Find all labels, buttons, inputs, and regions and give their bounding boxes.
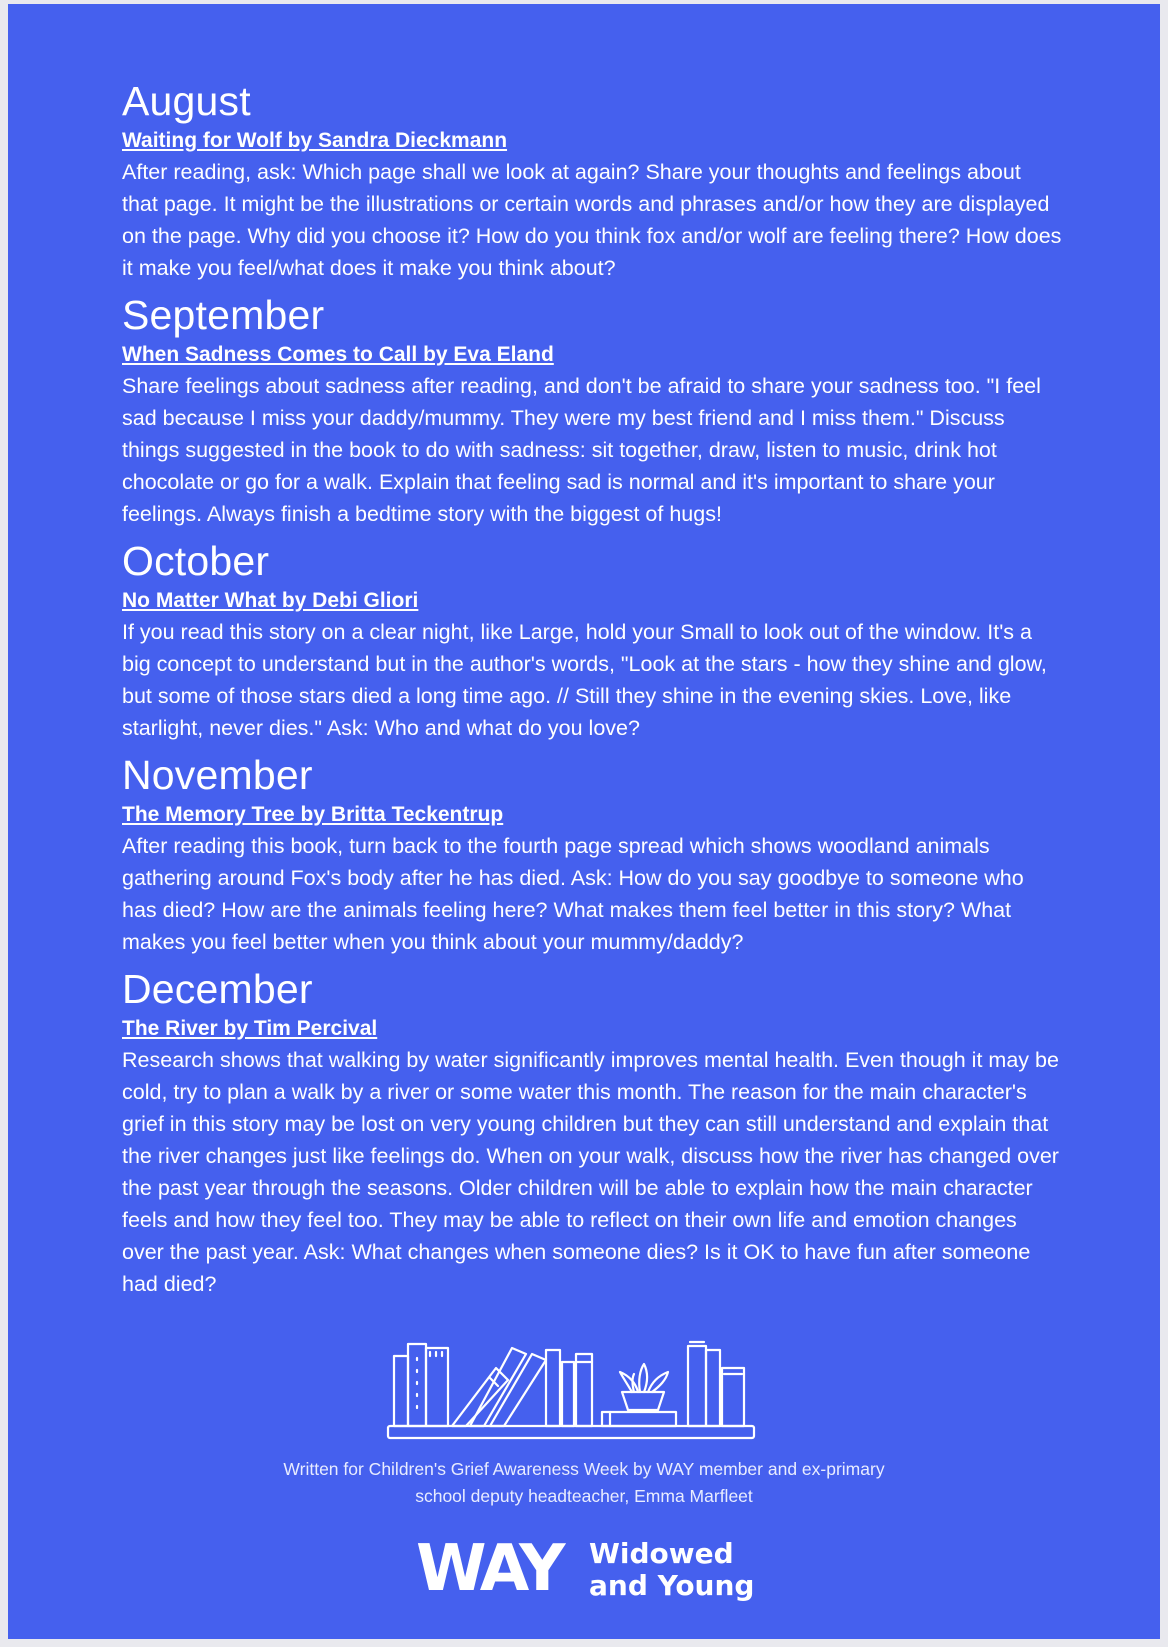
- section-text: After reading, ask: Which page shall we look at again? Share your thoughts and feelings about that page. It might be the illustrations or certain words and phrases and/or how they are displayed on the page. Why did you choose it? How do you think fox and/or wolf are feeling there? How does it make you feel/what does it make you think about?: [122, 160, 1062, 280]
- section-december: [122, 964, 1062, 1300]
- month-heading: December: [122, 966, 313, 1012]
- book-title-link[interactable]: Waiting for Wolf by Sandra Dieckmann: [122, 129, 508, 152]
- logo-line: Widowed: [589, 1537, 734, 1570]
- bookshelf-icon: [386, 1338, 786, 1448]
- credit-text: [134, 1456, 1034, 1510]
- logo-mark: WAY: [416, 1532, 562, 1606]
- logo-line: and Young: [589, 1569, 755, 1602]
- section-text: Share feelings about sadness after reading, and don't be afraid to share your sadness too. "I feel sad because I miss your daddy/mummy. They were my best friend and I miss them." Discuss things suggested in the book to do with sadness: sit together, draw, listen to music, drink hot chocolate or go for a walk. Explain that feeling sad is normal and it's important to share your feelings. Always finish a bedtime story with the biggest of hugs!: [122, 374, 1041, 526]
- book-title-link[interactable]: When Sadness Comes to Call by Eva Eland: [122, 343, 554, 366]
- credit-line: Written for Children's Grief Awareness Week by WAY member and ex-primary: [283, 1459, 885, 1479]
- reading-guide: [122, 76, 1062, 1306]
- section-august: [122, 76, 1062, 284]
- section-text: Research shows that walking by water significantly improves mental health. Even though it may be cold, try to plan a walk by a river or some water this month. The reason for the main character's grief in this story may be lost on very young children but they can still understand and explain that the river changes just like feelings do. When on your walk, discuss how the river has changed over the past year through the seasons. Older children will be able to explain how the main character feels and how they feel too. They may be able to reflect on their own life and emotion changes over the past year. Ask: What changes when someone dies? Is it OK to have fun after someone had died?: [122, 1048, 1059, 1296]
- month-heading: August: [122, 78, 251, 124]
- section-text: If you read this story on a clear night, like Large, hold your Small to look out of the window. It's a big concept to understand but in the author's words, "Look at the stars - how they shine and glow, but some of those stars died a long time ago. // Still they shine in the evening skies. Love, like starlight, never dies." Ask: Who and what do you love?: [122, 620, 1047, 740]
- book-title-link[interactable]: The Memory Tree by Britta Teckentrup: [122, 803, 504, 826]
- section-text: After reading this book, turn back to the fourth page spread which shows woodland animals gathering around Fox's body after he has died. Ask: How do you say goodbye to someone who has died? How are the animals feeling here? What makes them feel better in this story? What makes you feel better when you think about your mummy/daddy?: [122, 834, 1024, 954]
- book-title-link[interactable]: No Matter What by Debi Gliori: [122, 589, 419, 612]
- credit-line: school deputy headteacher, Emma Marfleet: [415, 1486, 753, 1506]
- page: [8, 4, 1160, 1639]
- section-september: [122, 290, 1062, 530]
- book-title-link[interactable]: The River by Tim Percival: [122, 1017, 378, 1040]
- month-heading: October: [122, 538, 270, 584]
- way-logo: [416, 1534, 776, 1610]
- section-november: [122, 750, 1062, 958]
- month-heading: November: [122, 752, 313, 798]
- logo-wordmark: [589, 1538, 754, 1602]
- month-heading: September: [122, 292, 325, 338]
- section-october: [122, 536, 1062, 744]
